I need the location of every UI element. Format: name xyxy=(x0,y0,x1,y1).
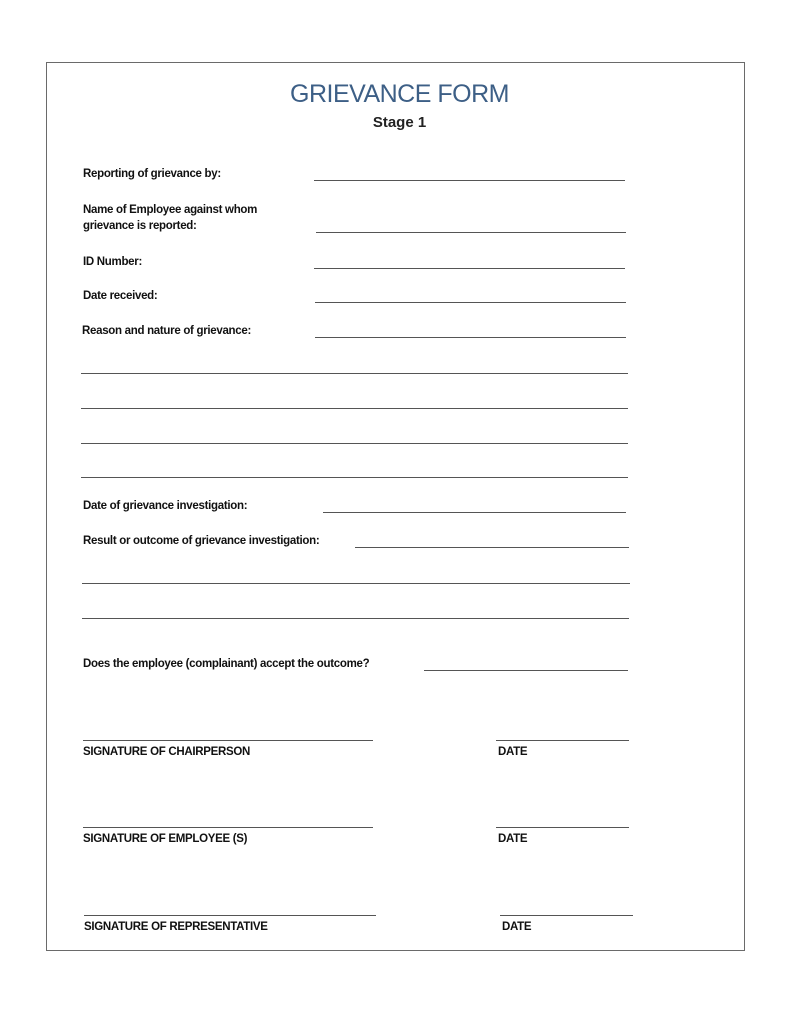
accept-outcome-label: Does the employee (complainant) accept the outcome? xyxy=(83,658,370,670)
employee-date-field[interactable] xyxy=(496,827,629,828)
chairperson-date-label: DATE xyxy=(498,746,528,758)
form-title: GRIEVANCE FORM xyxy=(290,80,509,108)
reason-line-4[interactable] xyxy=(81,443,628,444)
employee-signature-field[interactable] xyxy=(83,827,373,828)
employee-signature-label: SIGNATURE OF EMPLOYEE (S) xyxy=(83,833,248,845)
reason-line-2[interactable] xyxy=(81,373,628,374)
investigation-date-label: Date of grievance investigation: xyxy=(83,500,248,512)
id-number-field[interactable] xyxy=(314,268,625,269)
result-label: Result or outcome of grievance investigation: xyxy=(83,535,320,547)
chairperson-signature-label: SIGNATURE OF CHAIRPERSON xyxy=(83,746,251,758)
employee-date-label: DATE xyxy=(498,833,528,845)
date-received-label: Date received: xyxy=(83,290,158,302)
chairperson-signature-field[interactable] xyxy=(83,740,373,741)
reporting-by-field[interactable] xyxy=(314,180,625,181)
reason-line-3[interactable] xyxy=(81,408,628,409)
employee-against-label-line2: grievance is reported: xyxy=(83,220,197,232)
result-line-3[interactable] xyxy=(82,618,629,619)
id-number-label: ID Number: xyxy=(83,256,142,268)
representative-date-label: DATE xyxy=(502,921,532,933)
chairperson-date-field[interactable] xyxy=(496,740,629,741)
form-stage: Stage 1 xyxy=(372,114,427,131)
reason-line-5[interactable] xyxy=(81,477,628,478)
result-line-2[interactable] xyxy=(82,583,630,584)
employee-against-label-line1: Name of Employee against whom xyxy=(83,204,258,216)
employee-against-field[interactable] xyxy=(316,232,626,233)
accept-outcome-field[interactable] xyxy=(424,670,628,671)
representative-date-field[interactable] xyxy=(500,915,633,916)
reason-field[interactable] xyxy=(315,337,626,338)
reporting-by-label: Reporting of grievance by: xyxy=(83,168,221,180)
representative-signature-field[interactable] xyxy=(84,915,376,916)
representative-signature-label: SIGNATURE OF REPRESENTATIVE xyxy=(84,921,268,933)
investigation-date-field[interactable] xyxy=(323,512,626,513)
result-field[interactable] xyxy=(355,547,629,548)
date-received-field[interactable] xyxy=(315,302,626,303)
reason-label: Reason and nature of grievance: xyxy=(82,325,251,337)
